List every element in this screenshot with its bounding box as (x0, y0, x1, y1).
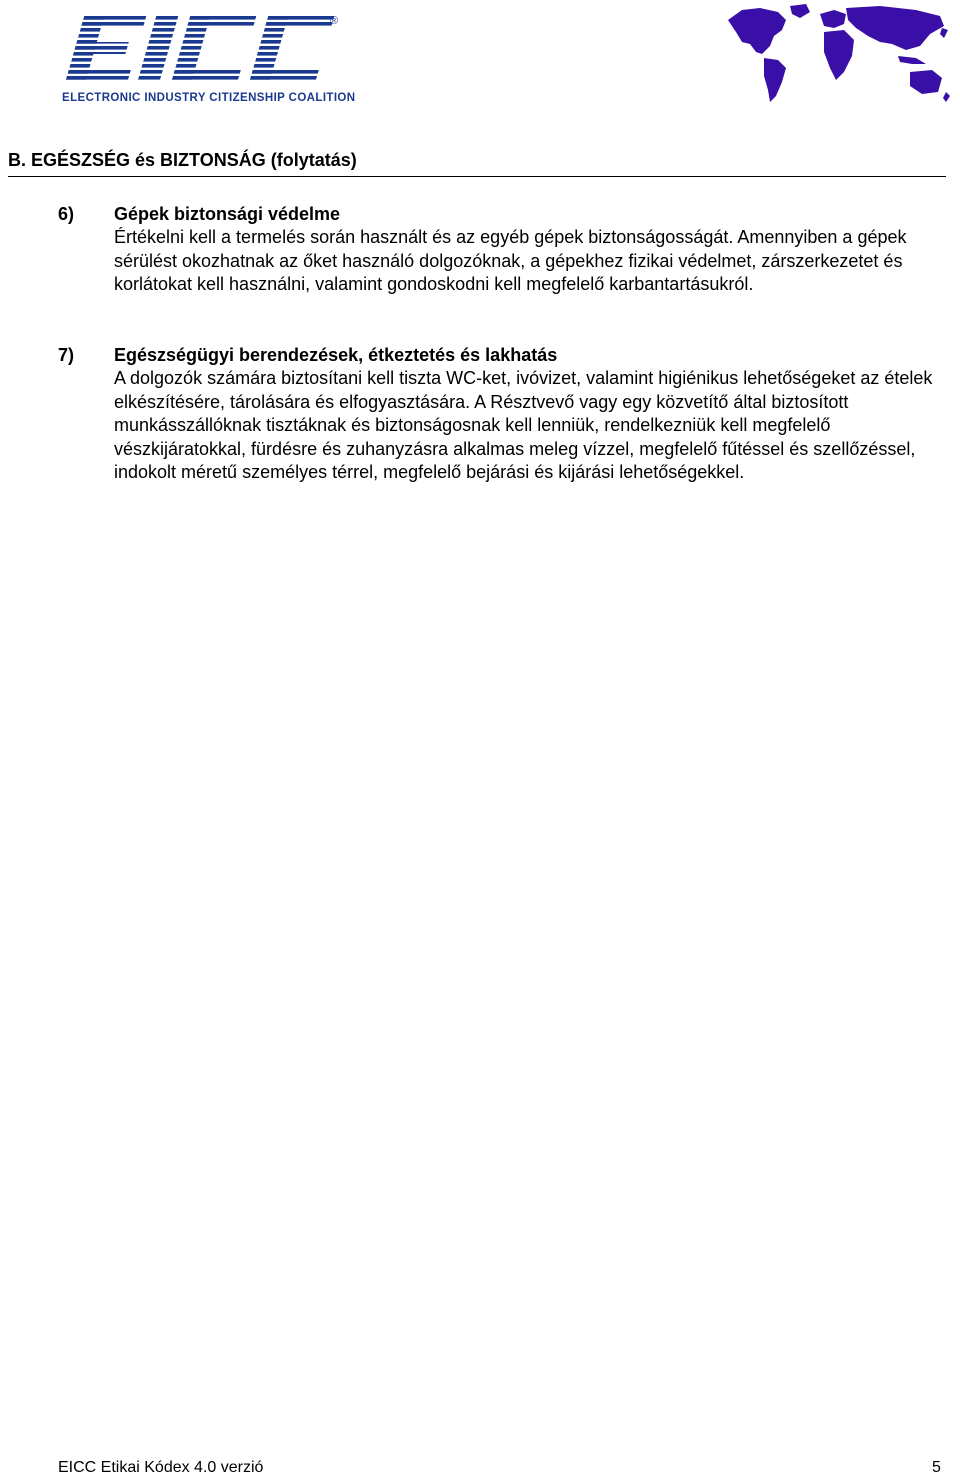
item-body: A dolgozók számára biztosítani kell tiszta WC-ket, ivóvizet, valamint higiénikus lehetőségeket az ételek elkészítésére, tárolására és elfogyasztására. A Résztvevő vagy egy közvetítő által biztosított munkásszállóknak tisztáknak és biztonságosnak kell lenniük, rendelkezniük kell megfelelő vészkijáratokkal, fürdésre és zuhanyzásra alkalmas meleg vízzel, megfelelő fűtéssel és szellőzéssel, indokolt méretű személyes térrel, megfelelő bejárási és kijárási lehetőségekkel. (114, 368, 933, 483)
page-header (0, 0, 960, 120)
item-title: Egészségügyi berendezések, étkeztetés és lakhatás (114, 345, 558, 365)
registered-mark: ® (330, 15, 339, 27)
item-number: 6) (58, 204, 75, 224)
item-title: Gépek biztonsági védelme (114, 204, 341, 224)
footer-doc-label: EICC Etikai Kódex 4.0 verzió (58, 1459, 264, 1476)
section-title: B. EGÉSZSÉG és BIZTONSÁG (folytatás) (8, 150, 357, 170)
item-number: 7) (58, 345, 75, 365)
eicc-logo-icon (58, 10, 348, 90)
world-map-icon (720, 2, 956, 108)
item-body: Értékelni kell a termelés során használt és az egyéb gépek biztonságosságát. Amennyiben a gépek sérülést okozhatnak az őket használó dolgozóknak, a gépekhez fizikai védelmet, zárszerkezetet és korlátokat kell használni, valamint gondoskodni kell megfelelő karbantartásukról. (114, 227, 907, 295)
section-divider (8, 176, 946, 177)
eicc-logo (58, 10, 356, 110)
logo-tagline: ELECTRONIC INDUSTRY CITIZENSHIP COALITION (62, 92, 356, 104)
page-number: 5 (932, 1459, 941, 1476)
